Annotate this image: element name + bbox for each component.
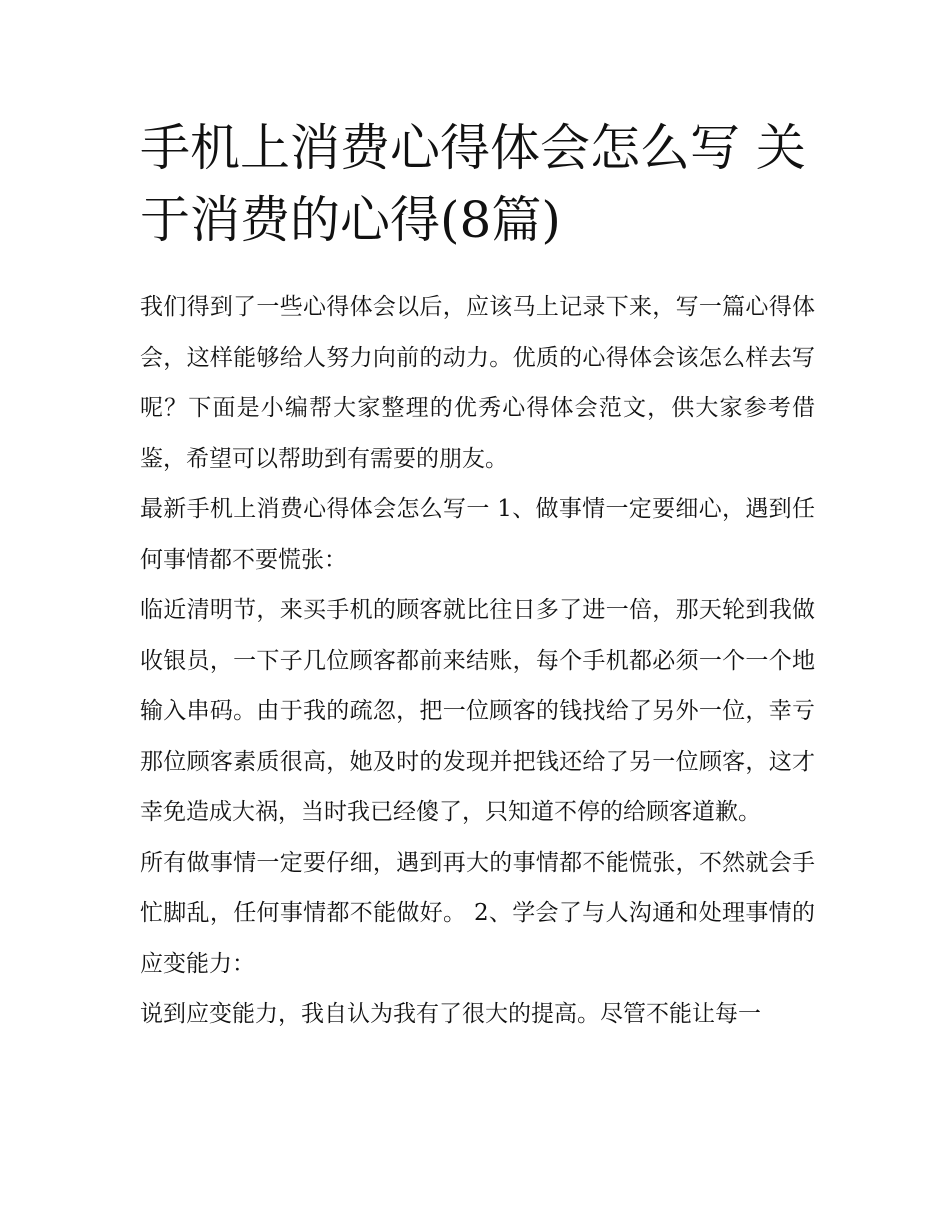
- paragraph-lesson: 所有做事情一定要仔细，遇到再大的事情都不能慌张，不然就会手忙脚乱，任何事情都不能做好。 2、学会了与人沟通和处理事情的应变能力：: [140, 849, 815, 977]
- document-title: 手机上消费心得体会怎么写 关于消费的心得(8篇): [140, 119, 806, 249]
- document-body: [140, 282, 815, 1040]
- paragraph-adaptability: 说到应变能力，我自认为我有了很大的提高。尽管不能让每一: [140, 1001, 761, 1027]
- paragraph-heading-1: 最新手机上消费心得体会怎么写一 1、做事情一定要细心，遇到任何事情都不要慌张：: [140, 496, 815, 573]
- paragraph-intro: 我们得到了一些心得体会以后，应该马上记录下来，写一篇心得体会，这样能够给人努力向前的动力。优质的心得体会该怎么样去写呢？下面是小编帮大家整理的优秀心得体会范文，供大家参考借鉴，希望可以帮助到有需要的朋友。: [140, 294, 815, 472]
- paragraph-story: 临近清明节，来买手机的顾客就比往日多了进一倍，那天轮到我做收银员，一下子几位顾客都前来结账，每个手机都必须一个一个地输入串码。由于我的疏忽，把一位顾客的钱找给了另外一位，幸亏那位顾客素质很高，她及时的发现并把钱还给了另一位顾客，这才幸免造成大祸，当时我已经傻了，只知道不停的给顾客道歉。: [140, 597, 815, 825]
